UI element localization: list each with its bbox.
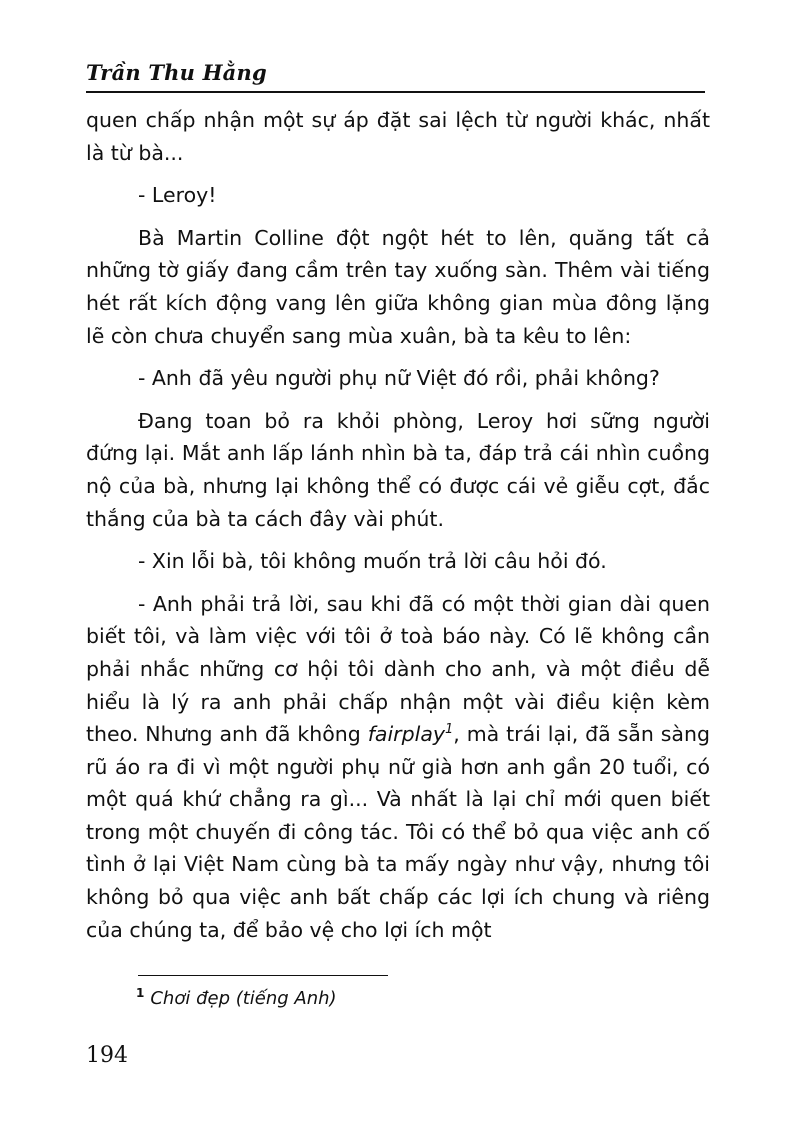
footnote-text: Chơi đẹp (tiếng Anh) <box>150 988 337 1009</box>
running-header-author: Trần Thu Hằng <box>86 60 267 85</box>
header-rule <box>86 91 705 93</box>
paragraph: quen chấp nhận một sự áp đặt sai lệch từ người khác, nhất là từ bà... <box>86 108 710 165</box>
footnote-marker: 1 <box>445 722 454 738</box>
paragraph <box>86 588 710 947</box>
footnote-number: 1 <box>136 986 145 1000</box>
italic-term: fairplay <box>367 722 446 747</box>
paragraph-segment: - Anh phải trả lời, sau khi đã có một thời gian dài quen biết tôi, và làm việc với tôi ở toà báo này. Có lẽ không cần phải nhắc những cơ hội tôi dành cho anh, và một điều dễ hiểu là lý ra anh phải chấp nhận một vài điều kiện kèm theo. Nhưng anh đã không <box>86 591 710 747</box>
page-number: 194 <box>86 1043 128 1068</box>
footnote-rule <box>138 975 388 976</box>
paragraph-segment: , mà trái lại, đã sẵn sàng rũ áo ra đi vì một người phụ nữ già hơn anh gần 20 tuổi, có một quá khứ chẳng ra gì... Và nhất là lại chỉ mới quen biết trong một chuyến đi công tác. Tôi có thể bỏ qua việc anh cố tình ở lại Việt Nam cùng bà ta mấy ngày như vậy, nhưng tôi không bỏ qua việc anh bất chấp các lợi ích chung và riêng của chúng ta, để bảo vệ cho lợi ích một <box>86 722 710 942</box>
paragraph: - Xin lỗi bà, tôi không muốn trả lời câu hỏi đó. <box>138 549 607 574</box>
paragraph: Đang toan bỏ ra khỏi phòng, Leroy hơi sững người đứng lại. Mắt anh lấp lánh nhìn bà ta, đáp trả cái nhìn cuồng nộ của bà, nhưng lại không thể có được cái vẻ giễu cợt, đắc thắng của bà ta cách đây vài phút. <box>86 408 710 531</box>
body-text <box>86 104 710 956</box>
paragraph: Bà Martin Colline đột ngột hét to lên, quăng tất cả những tờ giấy đang cầm trên tay xuống sàn. Thêm vài tiếng hét rất kích động vang lên giữa không gian mùa đông lặng lẽ còn chưa chuyển sang mùa xuân, bà ta kêu to lên: <box>86 225 710 348</box>
footnote <box>136 988 337 1009</box>
paragraph: - Anh đã yêu người phụ nữ Việt đó rồi, phải không? <box>138 366 660 391</box>
paragraph: - Leroy! <box>138 183 217 208</box>
